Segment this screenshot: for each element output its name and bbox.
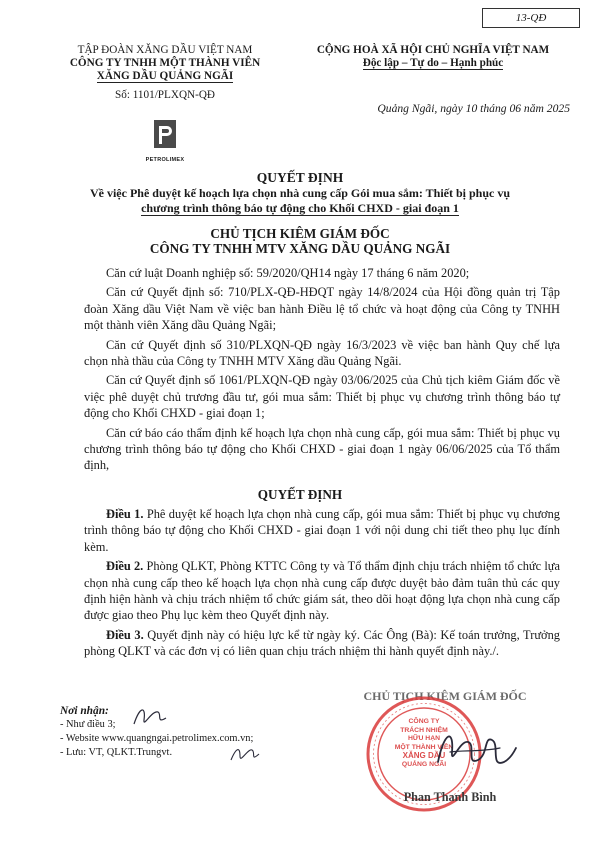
document-number: Số: 1101/PLXQN-QĐ [115, 89, 215, 101]
legal-basis-4: Căn cứ Quyết định số 1061/PLXQN-QĐ ngày 03/06/2025 của Chủ tịch kiêm Giám đốc về việc phê duyệt chủ trương đầu tư, gói mua sắm: Thiết bị phục vụ chương trình thông báo tự động cho Khối CHXD - giai đoạn 1; [84, 373, 560, 421]
director-signature [430, 722, 520, 782]
national-header [298, 44, 568, 70]
legal-basis-3: Căn cứ Quyết định số 310/PLXQN-QĐ ngày 16/3/2023 về việc ban hành Quy chế lựa chọn nhà thầu của Công ty TNHH MTV Xăng dầu Quảng Ngãi. [84, 337, 560, 369]
articles [84, 506, 560, 660]
signature-title: CHỦ TỊCH KIÊM GIÁM ĐỐC [363, 689, 527, 703]
country-name: CỘNG HOÀ XÃ HỘI CHỦ NGHĨA VIỆT NAM [316, 44, 550, 56]
legal-bases [84, 265, 560, 474]
article-3-text: Quyết định này có hiệu lực kể từ ngày ký. Các Ông (Bà): Kế toán trưởng, Trưởng phòng QLKT và các đơn vị có liên quan chịu trách nhiệm thi hành quyết định này./. [84, 627, 560, 659]
document-code-box: 13-QĐ [482, 8, 580, 28]
article-1 [84, 506, 560, 555]
article-1-label: Điều 1. [106, 507, 144, 521]
recipient-item-3: - Lưu: VT, QLKT.Trungvt. [60, 747, 173, 758]
legal-basis-5: Căn cứ báo cáo thẩm định kế hoạch lựa chọn nhà cung cấp, gói mua sắm: Thiết bị phục vụ chương trình thông báo tự động cho Khối CHXD - giai đoạn 1 ngày 06/06/2025 của Tổ thẩm định, [84, 425, 560, 473]
parent-org-name: TẬP ĐOÀN XĂNG DẦU VIỆT NAM [77, 44, 253, 56]
petrolimex-logo-icon [140, 118, 190, 154]
article-2 [84, 558, 560, 624]
decision-heading: QUYẾT ĐỊNH [257, 487, 343, 502]
organization-header [40, 44, 290, 102]
recipients-block [60, 704, 320, 760]
initial-signature-1 [130, 702, 170, 732]
logo-text: PETROLIMEX [145, 157, 185, 163]
authority-company: CÔNG TY TNHH MTV XĂNG DẦU QUẢNG NGÃI [149, 241, 451, 256]
recipient-item-1: - Như điều 3; [60, 719, 116, 730]
decision-title-block [0, 170, 600, 216]
decision-subject-line2: chương trình thông báo tự động cho Khối CHXD - giai đoạn 1 [141, 201, 459, 215]
decision-subject-line1: Về việc Phê duyệt kế hoạch lựa chọn nhà cung cấp Gói mua sắm: Thiết bị phục vụ [89, 186, 511, 200]
recipients-heading: Nơi nhận: [60, 705, 109, 717]
legal-basis-1: Căn cứ luật Doanh nghiệp số: 59/2020/QH14 ngày 17 tháng 6 năm 2020; [106, 266, 470, 280]
article-3-label: Điều 3. [106, 627, 144, 642]
article-1-text: Phê duyệt kế hoạch lựa chọn nhà cung cấp, gói mua sắm: Thiết bị phục vụ chương trình thông báo tự động cho Khối CHXD - giai đoạn 1 với nội dung chi tiết theo phụ lục đính kèm. [84, 507, 560, 554]
company-name-line1: CÔNG TY TNHH MỘT THÀNH VIÊN [69, 57, 261, 69]
legal-basis-2: Căn cứ Quyết định số: 710/PLX-QĐ-HĐQT ngày 14/8/2024 của Hội đồng quản trị Tập đoàn Xăng dầu Việt Nam về việc ban hành Điều lệ tổ chức và hoạt động của Công ty TNHH một thành viên Xăng dầu Quảng Ngãi; [84, 285, 560, 333]
article-2-label: Điều 2. [106, 559, 144, 574]
authority-block [0, 226, 600, 256]
signer-name: Phan Thanh Bình [403, 790, 497, 804]
national-motto: Độc lập – Tự do – Hạnh phúc [362, 57, 504, 69]
article-2-text: Phòng QLKT, Phòng KTTC Công ty và Tổ thẩm định chịu trách nhiệm tổ chức lựa chọn nhà cung cấp theo kế hoạch lựa chọn nhà cung cấp được duyệt bảo đảm tuân thủ các quy định hiện hành và chịu trách nhiệm tổ chức giám sát, theo dõi hoạt động lựa chọn nhà cung cấp được giao theo Phụ lục kèm theo Quyết định này. [84, 559, 560, 623]
petrolimex-logo [140, 118, 190, 162]
issue-date: Quảng Ngãi, ngày 10 tháng 06 năm 2025 [377, 102, 570, 115]
decision-title: QUYẾT ĐỊNH [256, 170, 344, 185]
stamp-text: CÔNG TY TRÁCH NHIỆM HỮU HẠN MỘT THÀNH VIÊN XĂNG DẦU QUẢNG NGÃI [394, 718, 454, 768]
company-name-line2: XĂNG DẦU QUẢNG NGÃI [96, 70, 234, 82]
article-3 [84, 627, 560, 660]
authority-title: CHỦ TỊCH KIÊM GIÁM ĐỐC [210, 226, 390, 241]
recipient-item-2: - Website www.quangngai.petrolimex.com.vn; [60, 733, 254, 744]
initial-signature-2 [228, 742, 262, 768]
